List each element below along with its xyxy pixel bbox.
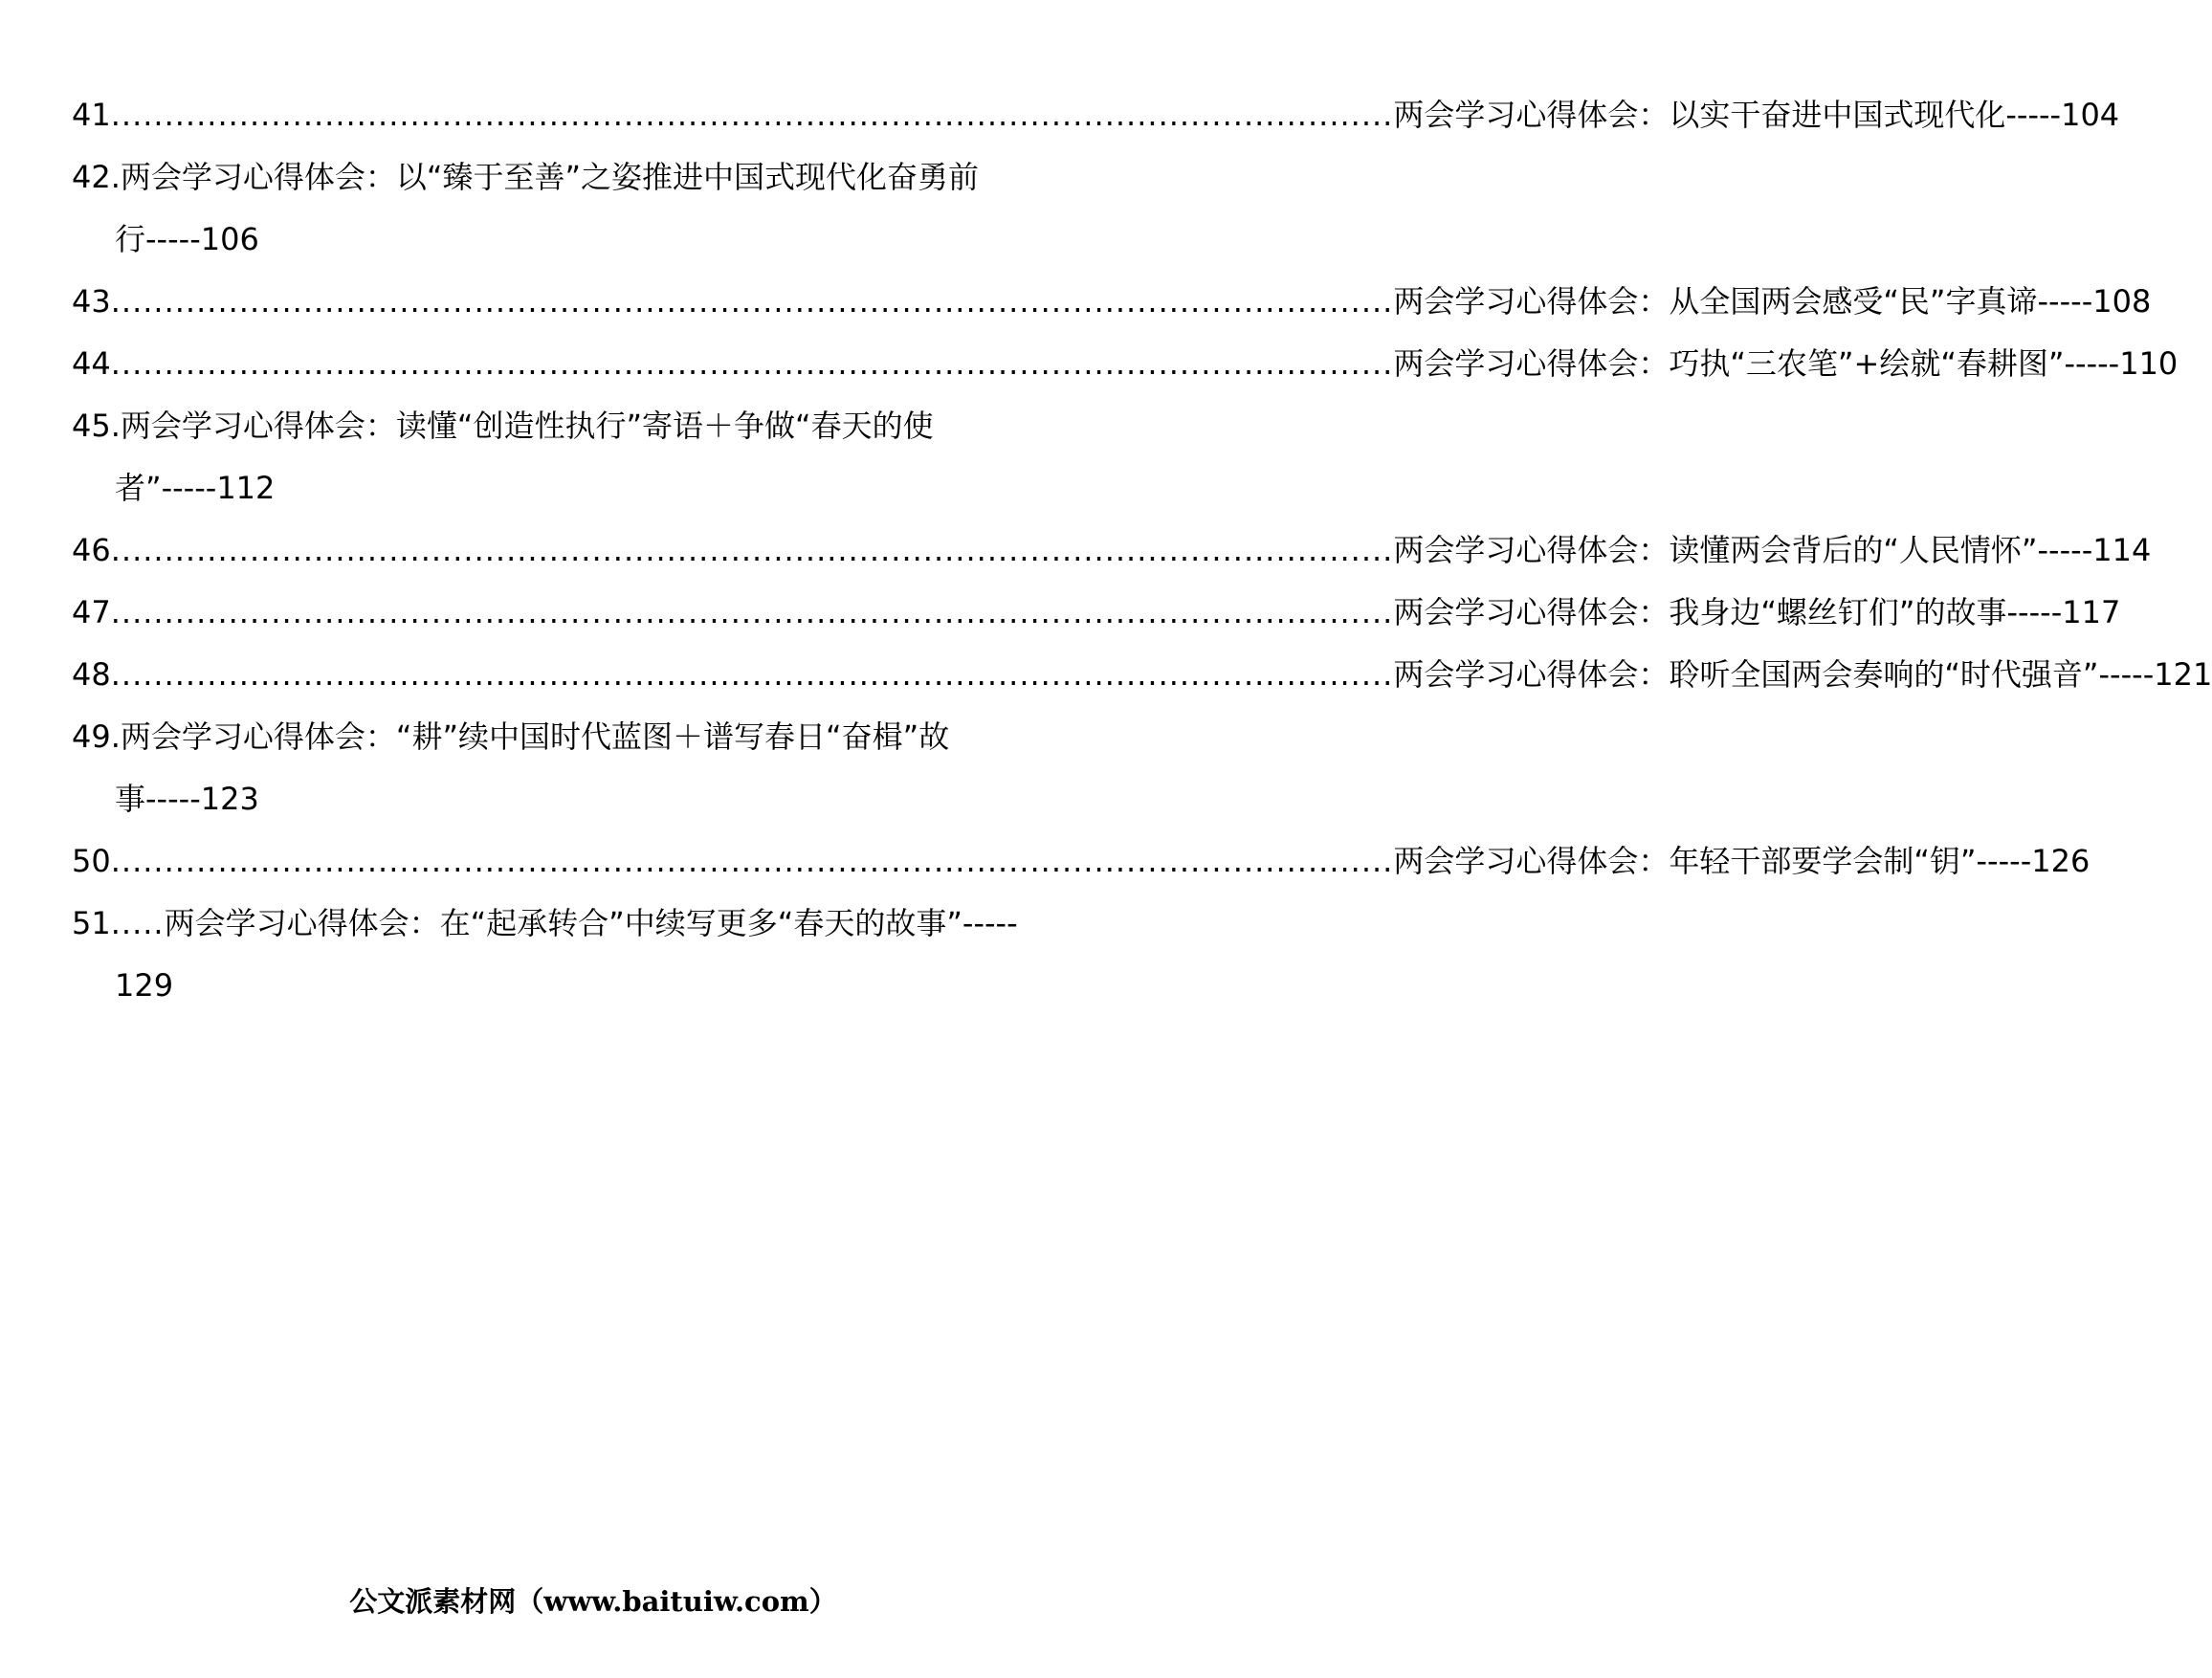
toc-leader-dots: .....	[110, 905, 165, 941]
toc-entry-number: 43	[72, 283, 111, 320]
toc-entry-line	[72, 582, 2121, 644]
toc-entry-title: 两会学习心得体会：从全国两会感受“民”字真谛-----108	[1393, 283, 2152, 320]
toc-leader-dots: ........................................................................................................................	[110, 97, 1394, 133]
toc-entry	[72, 582, 2121, 644]
toc-entry-number: 49.	[72, 718, 121, 755]
toc-entry-title: 两会学习心得体会：年轻干部要学会制“钥”-----126	[1393, 843, 2090, 879]
toc-leader-dots: ........................................................................................................................	[110, 345, 1394, 382]
toc-entry-title: 两会学习心得体会：以实干奋进中国式现代化-----104	[1393, 97, 2120, 133]
toc-entry	[72, 395, 1117, 519]
toc-entry-line	[72, 644, 2212, 706]
toc-leader-dots: ........................................................................................................................	[110, 843, 1394, 879]
toc-entry-line	[72, 519, 2152, 582]
toc-entry	[72, 519, 2152, 582]
toc-entry-continuation: 者”-----112	[115, 470, 276, 506]
toc-entry-line	[72, 271, 2152, 333]
toc-entry-title: 两会学习心得体会：在“起承转合”中续写更多“春天的故事”-----	[164, 905, 1018, 941]
toc-entry-line	[72, 706, 1117, 768]
toc-entry-title: 两会学习心得体会：我身边“螺丝钉们”的故事-----117	[1393, 594, 2121, 630]
toc-entry	[72, 271, 2152, 333]
toc-entry-line	[72, 893, 1117, 955]
toc-entry-number: 48	[72, 656, 111, 693]
toc-entry-number: 42.	[72, 159, 121, 195]
toc-entry	[72, 644, 2212, 706]
toc-entry	[72, 706, 1117, 830]
toc-entry	[72, 84, 2120, 146]
toc-entry-continuation: 129	[115, 967, 174, 1004]
toc-entry-line	[72, 395, 1117, 457]
toc-leader-dots: ........................................................................................................................	[110, 594, 1394, 630]
toc-entry-title: 两会学习心得体会：“耕”续中国时代蓝图＋谱写春日“奋楫”故	[120, 718, 950, 755]
toc-entry-number: 51	[72, 905, 111, 941]
toc-leader-dots: ........................................................................................................................	[110, 283, 1394, 320]
toc-entry-title: 两会学习心得体会：以“臻于至善”之姿推进中国式现代化奋勇前	[120, 159, 980, 195]
toc-entry-title: 两会学习心得体会：巧执“三农笔”+绘就“春耕图”-----110	[1393, 345, 2179, 382]
toc-entry-title: 两会学习心得体会：聆听全国两会奏响的“时代强音”-----121	[1393, 656, 2212, 693]
toc-entry-line	[72, 333, 2179, 395]
toc-entry	[72, 893, 1117, 1017]
toc-entry-number: 50	[72, 843, 111, 879]
toc-entry	[72, 333, 2179, 395]
toc-entry-continuation: 事-----123	[115, 781, 259, 817]
table-of-contents	[72, 84, 2212, 1017]
toc-entry-number: 44	[72, 345, 111, 382]
toc-entry-continuation: 行-----106	[115, 221, 259, 257]
toc-entry-number: 45.	[72, 408, 121, 444]
toc-entry	[72, 146, 1117, 271]
toc-leader-dots: ........................................................................................................................	[110, 656, 1394, 693]
toc-entry-title: 两会学习心得体会：读懂两会背后的“人民情怀”-----114	[1393, 532, 2152, 568]
toc-entry	[72, 830, 2090, 893]
toc-entry-line	[72, 84, 2120, 146]
toc-entry-title: 两会学习心得体会：读懂“创造性执行”寄语＋争做“春天的使	[120, 408, 934, 444]
toc-entry-number: 46	[72, 532, 111, 568]
footer-watermark: 公文派素材网（www.baituiw.com）	[349, 1585, 837, 1618]
toc-entry-line	[72, 146, 1117, 209]
toc-entry-number: 41	[72, 97, 111, 133]
toc-leader-dots: ........................................................................................................................	[110, 532, 1394, 568]
toc-entry-number: 47	[72, 594, 111, 630]
toc-entry-line	[72, 830, 2090, 893]
